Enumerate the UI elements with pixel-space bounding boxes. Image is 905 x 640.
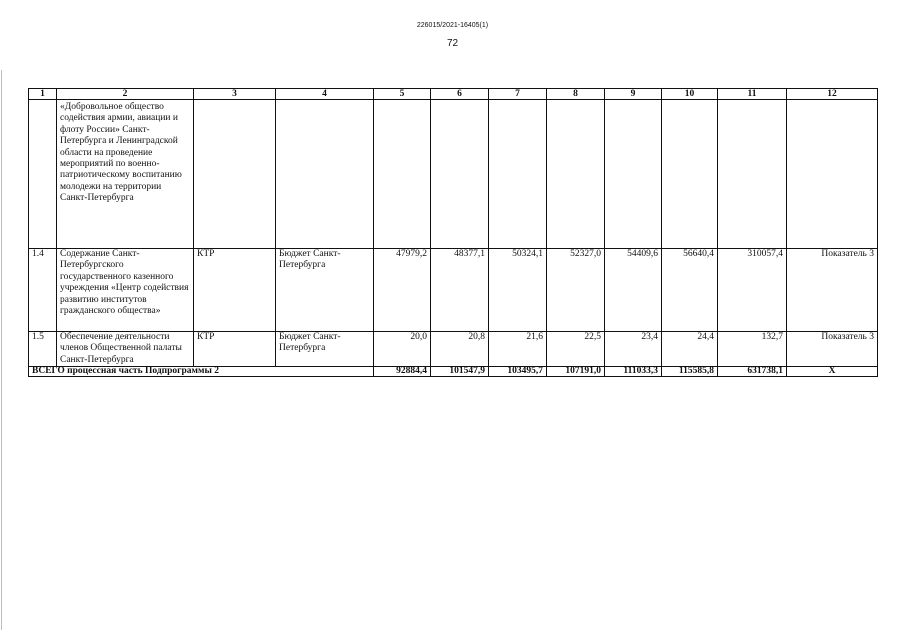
- value-col7: 50324,1: [489, 249, 547, 332]
- value-col9: 54409,6: [605, 249, 662, 332]
- value-col9: 23,4: [605, 332, 662, 367]
- value-col10: 24,4: [662, 332, 718, 367]
- document-number: 226015/2021-16405(1): [416, 22, 489, 29]
- cell-empty: [431, 100, 489, 249]
- col-header-2: 2: [57, 89, 194, 100]
- cell-empty: [547, 100, 605, 249]
- row-source: Бюджет Санкт-Петербурга: [276, 332, 374, 367]
- page-number: 72: [446, 38, 459, 49]
- row-name: Содержание Санкт-Петербургского государственного казенного учреждения «Центр содействия развитию институтов гражданского общества»: [57, 249, 194, 332]
- cell-empty: [718, 100, 787, 249]
- col-header-5: 5: [374, 89, 431, 100]
- value-col6: 20,8: [431, 332, 489, 367]
- cell-empty: [194, 100, 276, 249]
- value-col8: 52327,0: [547, 249, 605, 332]
- col-header-3: 3: [194, 89, 276, 100]
- cell-empty: [662, 100, 718, 249]
- cell-empty: [605, 100, 662, 249]
- col-header-11: 11: [718, 89, 787, 100]
- row-name: Обеспечение деятельности членов Общественной палаты Санкт-Петербурга: [57, 332, 194, 367]
- value-col10: 56640,4: [662, 249, 718, 332]
- cell-empty: [787, 100, 878, 249]
- value-col11: 132,7: [718, 332, 787, 367]
- total-col10: 115585,8: [662, 367, 718, 377]
- col-header-6: 6: [431, 89, 489, 100]
- col-header-9: 9: [605, 89, 662, 100]
- cell-empty: [29, 100, 57, 249]
- value-col5: 20,0: [374, 332, 431, 367]
- table-row: [29, 249, 878, 332]
- total-col9: 111033,3: [605, 367, 662, 377]
- value-col5: 47979,2: [374, 249, 431, 332]
- row-number: 1.4: [29, 249, 57, 332]
- col-header-4: 4: [276, 89, 374, 100]
- col-header-12: 12: [787, 89, 878, 100]
- scan-margin-line: [1, 70, 2, 630]
- continuation-text: «Добровольное общество содействия армии, авиации и флоту России» Санкт-Петербурга и Ленинградской области на проведение мероприятий по военно-патриотическому воспитанию молодежи на территории Санкт-Петербурга: [57, 100, 194, 249]
- value-col7: 21,6: [489, 332, 547, 367]
- total-label: ВСЕГО процессная часть Подпрограммы 2: [29, 367, 374, 377]
- col-header-10: 10: [662, 89, 718, 100]
- cell-empty: [489, 100, 547, 249]
- total-col11: 631738,1: [718, 367, 787, 377]
- row-executor: КТР: [194, 249, 276, 332]
- col-header-7: 7: [489, 89, 547, 100]
- row-number: 1.5: [29, 332, 57, 367]
- value-col11: 310057,4: [718, 249, 787, 332]
- table-row-continuation: [29, 100, 878, 249]
- total-col6: 101547,9: [431, 367, 489, 377]
- total-col12: Х: [787, 367, 878, 377]
- total-col8: 107191,0: [547, 367, 605, 377]
- total-col5: 92884,4: [374, 367, 431, 377]
- value-col8: 22,5: [547, 332, 605, 367]
- header-row: [29, 89, 878, 100]
- col-header-1: 1: [29, 89, 57, 100]
- row-indicator: Показатель 3: [787, 332, 878, 367]
- cell-empty: [374, 100, 431, 249]
- col-header-8: 8: [547, 89, 605, 100]
- total-col7: 103495,7: [489, 367, 547, 377]
- row-source: Бюджет Санкт-Петербурга: [276, 249, 374, 332]
- row-executor: КТР: [194, 332, 276, 367]
- budget-table: [28, 88, 878, 377]
- table-row: [29, 332, 878, 367]
- cell-empty: [276, 100, 374, 249]
- value-col6: 48377,1: [431, 249, 489, 332]
- total-row: [29, 367, 878, 377]
- row-indicator: Показатель 3: [787, 249, 878, 332]
